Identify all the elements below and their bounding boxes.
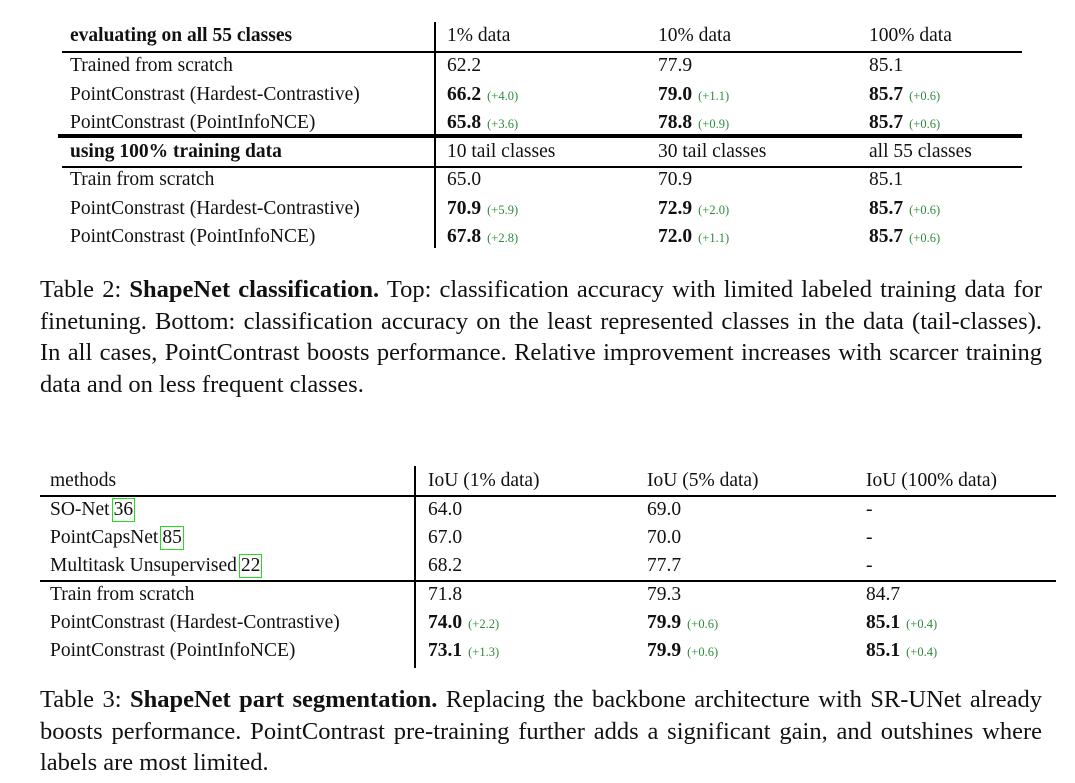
- value-cell: [658, 109, 729, 138]
- value-cell: [447, 195, 518, 224]
- metric-value: 85.1: [869, 169, 904, 190]
- value-cell: [869, 109, 940, 138]
- improvement-delta: (+2.8): [487, 231, 519, 245]
- method-name: [50, 581, 194, 609]
- value-cell: [658, 166, 692, 194]
- method-name: [50, 637, 295, 665]
- column-header: 1% data: [447, 25, 511, 46]
- metric-value: 85.7: [869, 197, 904, 219]
- method-label: Train from scratch: [70, 169, 215, 190]
- table-2-caption: [40, 274, 1042, 400]
- column-header: all 55 classes: [869, 141, 972, 162]
- metric-value: 72.0: [658, 226, 693, 247]
- column-header-methods: evaluating on all 55 classes: [70, 25, 293, 46]
- improvement-delta: (+1.1): [698, 88, 730, 103]
- caption-title: ShapeNet classification.: [129, 276, 380, 303]
- table-row: [62, 166, 1022, 194]
- method-label: PointConstrast (PointInfoNCE): [70, 226, 316, 247]
- table-row: [62, 195, 1022, 223]
- value-cell: [647, 581, 681, 609]
- metric-value: 79.0: [658, 83, 693, 105]
- method-label: PointCapsNet: [50, 527, 159, 548]
- value-cell: [647, 552, 681, 580]
- value-cell: [447, 109, 518, 138]
- improvement-delta: (+2.2): [468, 617, 500, 631]
- metric-value: 67.0: [428, 527, 463, 548]
- metric-value: 62.2: [447, 55, 482, 76]
- metric-value: 67.8: [447, 226, 482, 247]
- metric-value: -: [866, 527, 873, 548]
- method-name: [70, 81, 360, 109]
- method-label: PointConstrast (Hardest-Contrastive): [70, 197, 360, 219]
- value-cell: [866, 524, 873, 552]
- column-header: 100% data: [869, 25, 952, 46]
- improvement-delta: (+0.4): [906, 617, 938, 631]
- table-row: [62, 223, 1022, 251]
- value-cell: [647, 609, 718, 638]
- value-cell: [866, 609, 937, 638]
- metric-value: 72.9: [658, 197, 693, 219]
- improvement-delta: (+0.6): [909, 231, 941, 245]
- caption-label: Table 2:: [40, 276, 130, 303]
- caption-text: Top: classification accuracy with limited labeled training data for finetuning. Bottom: classification accuracy on the least represented classes in the data (tail-classes). In all cases, PointContrast boosts performance. Relative improvement increases with scarcer training data and on less frequent classes.: [40, 276, 1043, 398]
- method-label: PointConstrast (PointInfoNCE): [50, 640, 296, 661]
- improvement-delta: (+0.9): [698, 117, 730, 131]
- metric-value: 85.7: [869, 83, 904, 105]
- value-cell: [658, 195, 729, 224]
- caption-text: Replacing the backbone architecture with SR-UNet already boosts performance. PointContrast pre-training further adds a significant gain, and outshines where labels are most limited.: [40, 686, 1042, 776]
- value-cell: [447, 223, 518, 252]
- method-label: Train from scratch: [50, 584, 195, 605]
- metric-value: 71.8: [428, 584, 463, 605]
- table-row: [40, 609, 1056, 637]
- value-cell: [869, 81, 940, 110]
- header-row: [40, 467, 1056, 495]
- method-label: PointConstrast (Hardest-Contrastive): [50, 612, 340, 633]
- improvement-delta: (+3.6): [487, 117, 519, 131]
- metric-value: 85.1: [866, 640, 901, 661]
- metric-value: 70.9: [447, 197, 482, 219]
- improvement-delta: (+1.3): [468, 645, 500, 659]
- value-cell: [869, 223, 940, 252]
- metric-value: 77.9: [658, 55, 693, 76]
- value-cell: [447, 52, 481, 80]
- metric-value: -: [866, 499, 873, 520]
- column-header: 10% data: [658, 25, 732, 46]
- header-row: [62, 138, 1022, 166]
- improvement-delta: (+4.0): [487, 88, 519, 103]
- value-cell: [866, 637, 937, 666]
- metric-value: 68.2: [428, 555, 463, 576]
- column-header: 10 tail classes: [447, 141, 556, 162]
- metric-value: 79.9: [647, 612, 682, 633]
- method-name: [70, 223, 315, 251]
- column-header: IoU (1% data): [428, 470, 540, 491]
- value-cell: [658, 223, 729, 252]
- metric-value: 65.0: [447, 169, 482, 190]
- column-header-methods: using 100% training data: [70, 141, 282, 162]
- method-label: Trained from scratch: [70, 55, 233, 76]
- value-cell: [866, 552, 873, 580]
- metric-value: 69.0: [647, 499, 682, 520]
- table-row: [40, 524, 1056, 552]
- method-name: [70, 109, 315, 137]
- metric-value: 66.2: [447, 83, 482, 105]
- table-3-caption: [40, 684, 1042, 779]
- method-name: [70, 166, 214, 194]
- caption-label: Table 3:: [40, 686, 130, 713]
- improvement-delta: (+0.6): [909, 202, 941, 217]
- method-label: PointConstrast (Hardest-Contrastive): [70, 83, 360, 105]
- improvement-delta: (+0.6): [687, 645, 719, 659]
- value-cell: [428, 609, 499, 638]
- metric-value: 84.7: [866, 584, 901, 605]
- improvement-delta: (+0.4): [906, 645, 938, 659]
- metric-value: 79.9: [647, 640, 682, 661]
- metric-value: 85.1: [866, 612, 901, 633]
- method-label: SO-Net: [50, 499, 110, 520]
- table-row: [40, 496, 1056, 524]
- table-row: [62, 109, 1022, 137]
- metric-value: 70.0: [647, 527, 682, 548]
- value-cell: [866, 496, 873, 524]
- method-name: [70, 52, 233, 80]
- table-row: [40, 581, 1056, 609]
- column-header: 30 tail classes: [658, 141, 767, 162]
- metric-value: 73.1: [428, 640, 463, 661]
- value-cell: [428, 524, 462, 552]
- metric-value: -: [866, 555, 873, 576]
- improvement-delta: (+2.0): [698, 202, 730, 217]
- citation-link[interactable]: 22: [240, 555, 261, 576]
- table-row: [62, 81, 1022, 109]
- improvement-delta: (+1.1): [698, 231, 730, 245]
- metric-value: 85.7: [869, 112, 904, 133]
- value-cell: [428, 637, 499, 666]
- column-header: IoU (5% data): [647, 470, 759, 491]
- header-row: [62, 22, 1022, 50]
- value-cell: [647, 524, 681, 552]
- citation-link[interactable]: 36: [113, 499, 134, 520]
- value-cell: [866, 581, 900, 609]
- value-cell: [647, 496, 681, 524]
- value-cell: [647, 637, 718, 666]
- improvement-delta: (+0.6): [909, 117, 941, 131]
- column-header: IoU (100% data): [866, 470, 998, 491]
- metric-value: 85.1: [869, 55, 904, 76]
- value-cell: [658, 81, 729, 110]
- table-2: [62, 22, 1022, 254]
- improvement-delta: (+5.9): [487, 202, 519, 217]
- value-cell: [428, 552, 462, 580]
- value-cell: [869, 166, 903, 194]
- table-row: [40, 637, 1056, 665]
- value-cell: [428, 496, 462, 524]
- value-cell: [869, 52, 903, 80]
- caption-title: ShapeNet part segmentation.: [129, 686, 438, 713]
- method-name: [70, 195, 360, 223]
- method-label: PointConstrast (PointInfoNCE): [70, 112, 316, 133]
- metric-value: 77.7: [647, 555, 682, 576]
- value-cell: [869, 195, 940, 224]
- improvement-delta: (+0.6): [687, 617, 719, 631]
- citation-link[interactable]: 85: [162, 527, 182, 548]
- table-3: [40, 466, 1056, 672]
- metric-value: 74.0: [428, 612, 463, 633]
- method-name: [50, 552, 262, 580]
- method-name: [50, 609, 340, 637]
- value-cell: [447, 81, 518, 110]
- metric-value: 79.3: [647, 584, 682, 605]
- table-row: [40, 552, 1056, 580]
- value-cell: [658, 52, 692, 80]
- column-header-methods: methods: [50, 470, 117, 491]
- table-row: [62, 52, 1022, 80]
- metric-value: 78.8: [658, 112, 693, 133]
- metric-value: 70.9: [658, 169, 693, 190]
- improvement-delta: (+0.6): [909, 88, 941, 103]
- method-label: Multitask Unsupervised: [50, 555, 237, 576]
- value-cell: [428, 581, 462, 609]
- value-cell: [447, 166, 481, 194]
- metric-value: 64.0: [428, 499, 463, 520]
- method-name: [50, 524, 184, 552]
- metric-value: 85.7: [869, 226, 904, 247]
- method-name: [50, 496, 135, 524]
- metric-value: 65.8: [447, 112, 482, 133]
